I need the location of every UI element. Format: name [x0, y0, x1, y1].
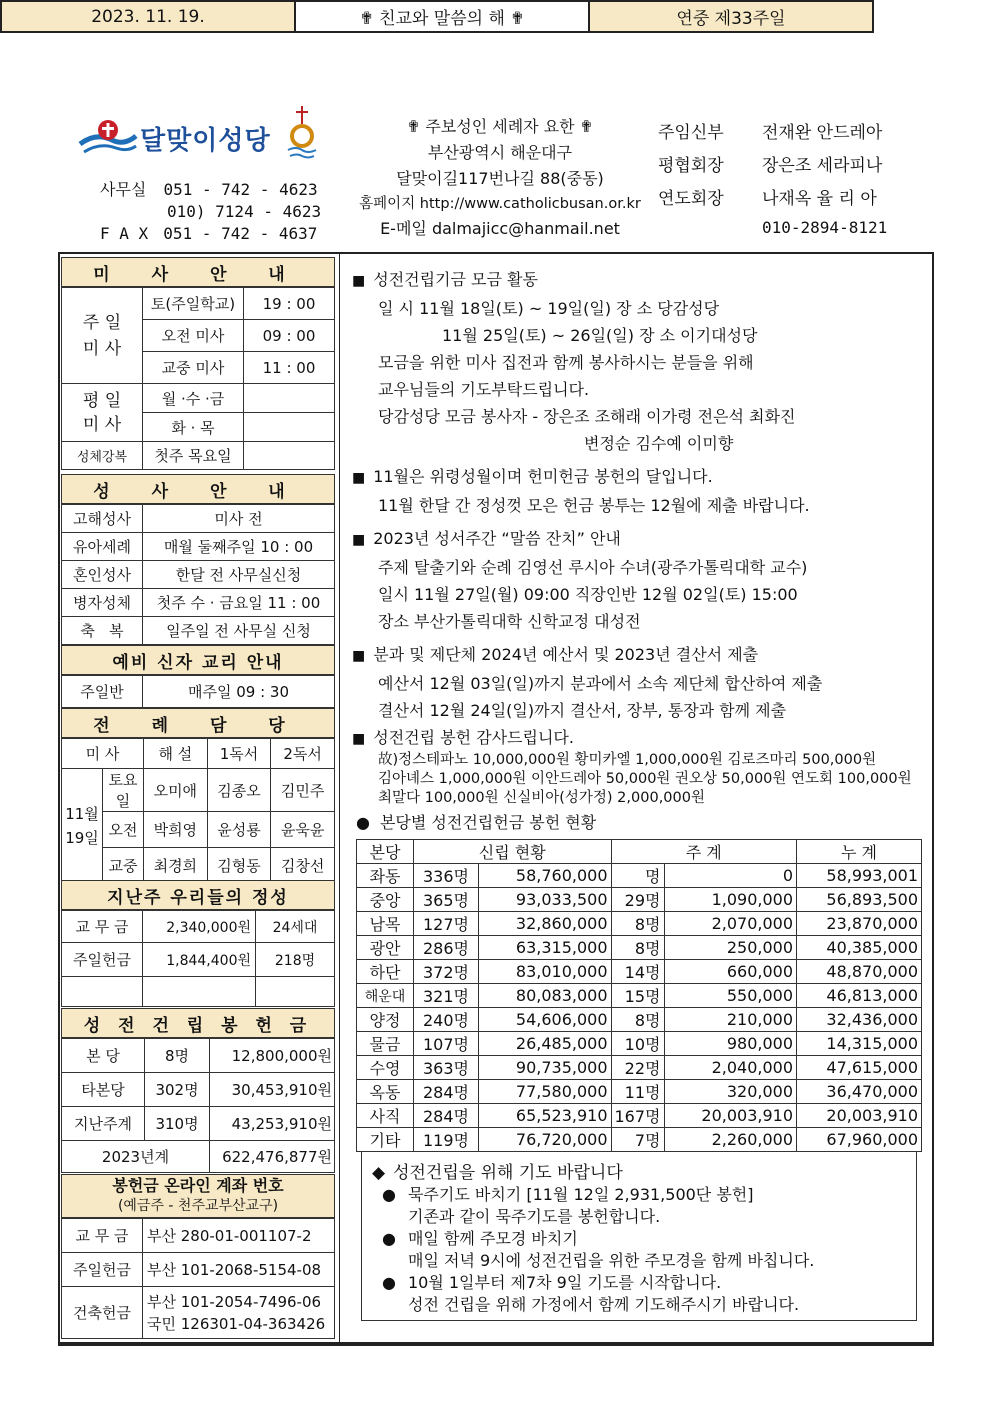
fund-week-count: 8명: [611, 912, 664, 936]
fund-header: 주 계: [611, 840, 797, 864]
fund-total: 32,436,000: [797, 1008, 922, 1032]
fund-pledge-amount: 90,735,000: [479, 1056, 612, 1080]
liturgy-reader-1: 김형동: [207, 848, 271, 884]
parish-name: 달맞이성당: [140, 126, 271, 156]
notices: [352, 266, 912, 808]
liturgy-reader-1: 윤성룡: [207, 812, 271, 848]
mass-guide-title: 미 사 안 내: [61, 257, 335, 287]
liturgy-mass: 오전: [103, 812, 144, 848]
prayer-item: ● 매일 함께 주모경 바치기: [382, 1229, 578, 1248]
fund-week-count: 167명: [611, 1104, 664, 1128]
fund-pledge-amount: 80,083,000: [479, 984, 612, 1008]
notice-line: 변정순 김수예 이미향: [584, 434, 734, 453]
fund-pledge-count: 240명: [414, 1008, 479, 1032]
fund-year-total: 622,476,877원: [210, 1141, 335, 1173]
fund-week-amount: 20,003,910: [664, 1104, 797, 1128]
fund-parish: 옥동: [357, 1080, 414, 1104]
accounts-title: 봉헌금 온라인 계좌 번호: [112, 1176, 284, 1195]
fund-row: [357, 912, 922, 936]
staff-name: 전재완 안드레아: [762, 123, 883, 143]
fax-number: 051 - 742 - 4637: [163, 224, 318, 243]
fund-week-amount: 210,000: [664, 1008, 797, 1032]
office-phone-row: [100, 179, 318, 201]
fax-label: F A X: [100, 224, 149, 243]
notice-line: 11월 한달 간 정성껏 모은 헌금 봉투는 12월에 제출 바랍니다.: [378, 496, 810, 515]
fund-header: 신립 현황: [414, 840, 612, 864]
mass-time: [244, 384, 335, 413]
fund-row: [357, 1128, 922, 1152]
notice-line: 일시 11월 27일(월) 09:00 직장인반 12월 02일(토) 15:00: [378, 585, 798, 604]
fund-pledge-count: 336명: [414, 864, 479, 888]
year-motto: ✟ 친교와 말씀의 해 ✟: [296, 2, 590, 31]
staff-role: 연도회장: [658, 189, 724, 209]
fund-pledge-amount: 76,720,000: [479, 1128, 612, 1152]
notice-line: 주제 탈출기와 순례 김영선 루시아 수녀(광주가톨릭대학 교수): [378, 558, 808, 577]
prayer-items: [382, 1184, 814, 1316]
liturgy-header: 미 사: [62, 739, 144, 769]
fund-week-amount: 660,000: [664, 960, 797, 984]
fund-pledge-amount: 77,580,000: [479, 1080, 612, 1104]
catechumen-label: 주일반: [62, 676, 143, 708]
liturgy-commentator: 박희영: [144, 812, 208, 848]
fund-pledge-amount: 93,033,500: [479, 888, 612, 912]
fund-row: [357, 888, 922, 912]
account-label: 건축헌금: [62, 1287, 143, 1339]
fund-parish: 광안: [357, 936, 414, 960]
patron-saint: ✟ 주보성인 세례자 요한 ✟: [406, 117, 594, 136]
fund-pledge-amount: 54,606,000: [479, 1008, 612, 1032]
fund-pledge-amount: 83,010,000: [479, 960, 612, 984]
fund-total: 40,385,000: [797, 936, 922, 960]
fund-week-count: 8명: [611, 936, 664, 960]
prayer-title: 성전건립을 위해 기도 바랍니다: [393, 1163, 623, 1183]
fund-parish: 남목: [357, 912, 414, 936]
fund-row: [357, 1032, 922, 1056]
offering-count: 24세대: [256, 911, 335, 943]
fund-week-count: 14명: [611, 960, 664, 984]
fund-total: 46,813,000: [797, 984, 922, 1008]
fund-total: 20,003,910: [797, 1104, 922, 1128]
fund-pledge-count: 286명: [414, 936, 479, 960]
notice-line: 최말다 100,000원 신실비아(성가정) 2,000,000원: [378, 790, 705, 806]
accounts-subtitle: (예금주 - 천주교부산교구): [117, 1198, 279, 1214]
fund-label: 타본당: [62, 1073, 145, 1107]
fund-pledge-amount: 32,860,000: [479, 912, 612, 936]
sacrament-value: 한달 전 사무실신청: [143, 561, 335, 589]
adoration-value: 첫주 목요일: [143, 442, 244, 470]
account-number: 부산 280-01-001107-2: [143, 1219, 335, 1253]
fund-week-amount: 980,000: [664, 1032, 797, 1056]
prayer-line: 매일 저녁 9시에 성전건립을 위한 주모경을 함께 바칩니다.: [408, 1251, 815, 1270]
mass-time: 19 : 00: [244, 288, 335, 320]
notice-title: ■ 11월은 위령성월이며 헌미헌금 봉헌의 달입니다.: [352, 463, 912, 492]
building-accounts: [143, 1287, 335, 1339]
fund-amount: 30,453,910원: [210, 1073, 335, 1107]
sacrament-guide-title: 성 사 안 내: [61, 474, 335, 504]
mass-name: 오전 미사: [143, 320, 244, 352]
fund-year-label: 2023년계: [62, 1141, 210, 1173]
fund-amount: 12,800,000원: [210, 1039, 335, 1073]
mass-name: 교중 미사: [143, 352, 244, 384]
fund-week-count: 8명: [611, 1008, 664, 1032]
mass-time: 09 : 00: [244, 320, 335, 352]
account-number: 부산 101-2054-7496-06: [147, 1292, 322, 1311]
mass-name: 화 · 목: [143, 413, 244, 442]
address-line-1: 부산광역시 해운대구: [427, 143, 573, 162]
fund-header: 누 계: [797, 840, 922, 864]
fund-week-amount: 0: [664, 864, 797, 888]
prayer-item: ● 묵주기도 바치기 [11월 12일 2,931,500단 봉헌]: [382, 1185, 754, 1204]
fund-week-count: 11명: [611, 1080, 664, 1104]
address-line-2: 달맞이길117번나길 88(중동): [396, 169, 604, 188]
notice-title: ■ 2023년 성서주간 “말씀 잔치” 안내: [352, 525, 912, 554]
notice-line: 당감성당 모금 봉사자 - 장은조 조해래 이가령 전은석 최화진: [378, 407, 796, 426]
fund-total: 67,960,000: [797, 1128, 922, 1152]
fund-parish: 사직: [357, 1104, 414, 1128]
mass-name: 토(주일학교): [143, 288, 244, 320]
fund-label: 지난주계: [62, 1107, 145, 1141]
fund-week-count: 22명: [611, 1056, 664, 1080]
fund-row: [357, 1104, 922, 1128]
fund-total: 47,615,000: [797, 1056, 922, 1080]
liturgy-commentator: 오미애: [144, 769, 208, 812]
sacrament-label: 혼인성사: [62, 561, 143, 589]
account-number: 국민 126301-04-363426: [147, 1314, 326, 1333]
liturgy-commentator: 최경희: [144, 848, 208, 884]
fund-week-count: 10명: [611, 1032, 664, 1056]
account-number: 부산 101-2068-5154-08: [143, 1253, 335, 1287]
fund-count: 310명: [145, 1107, 210, 1141]
fund-parish: 좌동: [357, 864, 414, 888]
prayer-line: 10월 1일부터 제7차 9일 기도를 시작합니다.: [407, 1273, 722, 1292]
staff-row: [658, 184, 918, 217]
fund-week-count: 명: [611, 864, 664, 888]
offering-amount: 2,340,000원: [143, 911, 256, 943]
offering-title: 지난주 우리들의 정성: [61, 880, 335, 910]
fund-row: [357, 1008, 922, 1032]
fund-parish: 해운대: [357, 984, 414, 1008]
moon-cross-icon: [282, 104, 322, 160]
fund-parish: 기타: [357, 1128, 414, 1152]
fund-pledge-count: 284명: [414, 1104, 479, 1128]
offering-table: [61, 910, 335, 1007]
liturgy-reader-2: 김민주: [271, 769, 335, 812]
staff-list: [658, 118, 918, 237]
notice-line: 11월 25일(토) ~ 26일(일) 장 소 이기대성당: [442, 326, 758, 345]
liturgy-header: 해 설: [144, 739, 208, 769]
mobile-phone: 010) 7124 - 4623: [167, 202, 322, 221]
notice-title: ■ 분과 및 제단체 2024년 예산서 및 2023년 결산서 제출: [352, 641, 912, 670]
staff-row: [658, 118, 918, 151]
fund-count: 302명: [145, 1073, 210, 1107]
prayer-line: 매일 함께 주모경 바치기: [407, 1229, 578, 1248]
notice-title: 본당별 성전건립헌금 봉헌 현황: [379, 813, 597, 832]
prayer-item: ● 10월 1일부터 제7차 9일 기도를 시작합니다.: [382, 1273, 722, 1292]
sacrament-value: 미사 전: [143, 505, 335, 533]
fund-total: 58,993,001: [797, 864, 922, 888]
liturgy-header: 1독서: [207, 739, 271, 769]
notice-line: 일 시 11월 18일(토) ~ 19일(일) 장 소 당감성당: [378, 299, 720, 318]
sacrament-label: 고해성사: [62, 505, 143, 533]
fund-pledge-count: 363명: [414, 1056, 479, 1080]
office-phone: 051 - 742 - 4623: [163, 180, 318, 199]
notice-line: 故)정스테파노 10,000,000원 황미카엘 1,000,000원 김로즈마리 500,000원: [378, 752, 877, 768]
fund-row: [357, 960, 922, 984]
fund-total: 56,893,500: [797, 888, 922, 912]
account-label: 주일헌금: [62, 1253, 143, 1287]
mass-time: 11 : 00: [244, 352, 335, 384]
parish-info: [340, 116, 660, 243]
bottom-rule: [58, 1344, 934, 1346]
fund-week-amount: 550,000: [664, 984, 797, 1008]
fund-week-amount: 2,260,000: [664, 1128, 797, 1152]
prayer-line: 묵주기도 바치기 [11월 12일 2,931,500단 봉헌]: [407, 1185, 754, 1204]
empty-cell: [244, 442, 335, 470]
staff-phone: 010-2894-8121: [762, 218, 888, 237]
liturgy-table: [61, 738, 335, 884]
fund-pledge-count: 119명: [414, 1128, 479, 1152]
sunday-mass-label: 주 일 미 사: [62, 288, 143, 384]
fund-parish: 양정: [357, 1008, 414, 1032]
notice-line: 모금을 위한 미사 집전과 함께 봉사하시는 분들을 위해: [378, 353, 754, 372]
catechumen-title: 예비 신자 교리 안내: [61, 645, 335, 675]
fund-status-title: ● 본당별 성전건립헌금 봉헌 현황: [356, 813, 597, 832]
liturgical-week: 연중 제33주일: [590, 2, 872, 31]
fund-week-amount: 320,000: [664, 1080, 797, 1104]
fund-week-amount: 2,070,000: [664, 912, 797, 936]
column-divider: [339, 254, 340, 1342]
mass-table: [61, 287, 335, 470]
empty-cell: [143, 977, 256, 1007]
fund-row: [357, 984, 922, 1008]
fund-rows: [357, 864, 922, 1152]
office-label: 사무실: [100, 180, 147, 199]
fund-week-amount: 250,000: [664, 936, 797, 960]
fund-pledge-count: 365명: [414, 888, 479, 912]
fund-week-count: 7명: [611, 1128, 664, 1152]
fund-count: 8명: [145, 1039, 210, 1073]
prayer-line: 성전 건립을 위해 가정에서 함께 기도해주시기 바랍니다.: [408, 1295, 800, 1314]
catechumen-table: [61, 675, 335, 708]
fund-label: 본 당: [62, 1039, 145, 1073]
prayer-title-row: ◆ 성전건립을 위해 기도 바랍니다: [372, 1163, 623, 1183]
notice-line: 교우님들의 기도부탁드립니다.: [378, 380, 590, 399]
offering-label: 교 무 금: [62, 911, 143, 943]
sacrament-label: 축 복: [62, 617, 143, 645]
fund-week-count: 15명: [611, 984, 664, 1008]
notice-line: 결산서 12월 24일(일)까지 결산서, 장부, 통장과 함께 제출: [378, 701, 787, 720]
notice-title: ■ 성전건립 봉헌 감사드립니다.: [352, 726, 912, 751]
fund-pledge-count: 107명: [414, 1032, 479, 1056]
fax-row: [100, 223, 317, 245]
fund-parish: 물금: [357, 1032, 414, 1056]
offering-label: 주일헌금: [62, 943, 143, 977]
notice-line: 김아녜스 1,000,000원 이안드레아 50,000원 권오상 50,000원 연도회 100,000원: [378, 771, 912, 787]
fund-row: [357, 864, 922, 888]
sacrament-table: [61, 504, 335, 645]
staff-name: 나재옥 율 리 아: [762, 189, 877, 209]
accounts-table: [61, 1218, 335, 1339]
fund-pledge-amount: 63,315,000: [479, 936, 612, 960]
liturgy-reader-1: 김종오: [207, 769, 271, 812]
fund-total: 36,470,000: [797, 1080, 922, 1104]
fund-pledge-amount: 58,760,000: [479, 864, 612, 888]
fund-total: 23,870,000: [797, 912, 922, 936]
top-bar: [0, 0, 874, 33]
accounts-header: [61, 1174, 335, 1218]
parish-logo: [78, 114, 308, 164]
fund-pledge-amount: 26,485,000: [479, 1032, 612, 1056]
parish-emblem-icon: [78, 116, 138, 160]
fund-total: 48,870,000: [797, 960, 922, 984]
fund-row: [357, 1056, 922, 1080]
homepage-url[interactable]: 홈페이지 http://www.catholicbusan.or.kr: [359, 196, 641, 212]
fund-pledge-amount: 65,523,910: [479, 1104, 612, 1128]
notice-line: 장소 부산가톨릭대학 신학교정 대성전: [378, 612, 641, 631]
staff-role: 주임신부: [658, 123, 724, 143]
fund-parish: 중앙: [357, 888, 414, 912]
fund-header: 본당: [357, 840, 414, 864]
building-fund-title: 성 전 건 립 봉 헌 금: [61, 1008, 335, 1038]
fund-amount: 43,253,910원: [210, 1107, 335, 1141]
mass-name: 월 ·수 ·금: [143, 384, 244, 413]
fund-pledge-count: 127명: [414, 912, 479, 936]
fund-status-table: [356, 839, 922, 1152]
liturgy-reader-2: 윤욱윤: [271, 812, 335, 848]
weekday-mass-label: 평 일 미 사: [62, 384, 143, 442]
sacrament-label: 유아세례: [62, 533, 143, 561]
liturgy-mass: 교중: [103, 848, 144, 884]
staff-role: 평협회장: [658, 156, 724, 176]
empty-cell: [62, 977, 143, 1007]
bulletin-date: 2023. 11. 19.: [2, 2, 296, 31]
fund-total: 14,315,000: [797, 1032, 922, 1056]
fund-pledge-count: 372명: [414, 960, 479, 984]
sacrament-value: 일주일 전 사무실 신청: [143, 617, 335, 645]
fund-row: [357, 936, 922, 960]
sacrament-value: 첫주 수 · 금요일 11 : 00: [143, 589, 335, 617]
fund-pledge-count: 321명: [414, 984, 479, 1008]
offering-amount: 1,844,400원: [143, 943, 256, 977]
account-label: 교 무 금: [62, 1219, 143, 1253]
mass-time: [244, 413, 335, 442]
notice-title: ■ 성전건립기금 모금 활동: [352, 266, 912, 295]
prayer-box: [361, 1151, 917, 1321]
liturgy-mass: 토요일: [103, 769, 144, 812]
fund-pledge-count: 284명: [414, 1080, 479, 1104]
catechumen-value: 매주일 09 : 30: [143, 676, 335, 708]
liturgy-reader-2: 김창선: [271, 848, 335, 884]
fund-parish: 수영: [357, 1056, 414, 1080]
empty-cell: [256, 977, 335, 1007]
liturgy-title: 전 례 담 당: [61, 708, 335, 738]
fund-parish: 하단: [357, 960, 414, 984]
adoration-label: 성체강복: [62, 442, 143, 470]
staff-row: [658, 151, 918, 184]
email-address[interactable]: E-메일 dalmajicc@hanmail.net: [380, 219, 620, 238]
fund-row: [357, 1080, 922, 1104]
prayer-line: 기존과 같이 묵주기도를 봉헌합니다.: [408, 1207, 661, 1226]
building-fund-table: [61, 1038, 335, 1173]
offering-count: 218명: [256, 943, 335, 977]
liturgy-header: 2독서: [271, 739, 335, 769]
staff-name: 장은조 세라피나: [762, 156, 883, 176]
fund-week-count: 29명: [611, 888, 664, 912]
fund-week-amount: 1,090,000: [664, 888, 797, 912]
notice-line: 예산서 12월 03일(일)까지 분과에서 소속 제단체 합산하여 제출: [378, 674, 823, 693]
sacrament-label: 병자성체: [62, 589, 143, 617]
liturgy-date: 11월 19일: [62, 769, 103, 884]
fund-week-amount: 2,040,000: [664, 1056, 797, 1080]
sacrament-value: 매월 둘째주일 10 : 00: [143, 533, 335, 561]
